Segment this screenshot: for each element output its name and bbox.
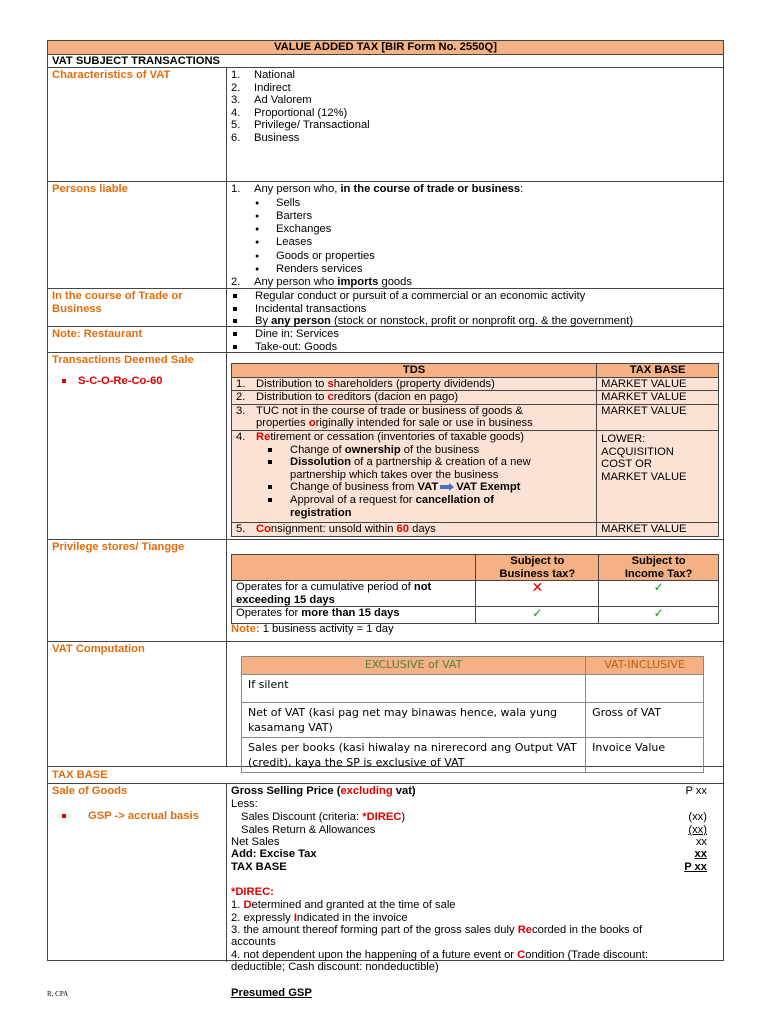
list-item: ● Barters <box>255 210 723 223</box>
privilege-label: Privilege stores/ Tiangge <box>52 541 185 553</box>
title-row <box>48 41 723 55</box>
list-item: Regular conduct or pursuit of a commercial or an economic activity <box>231 290 723 303</box>
vat-computation-label: VAT Computation <box>52 643 145 655</box>
list-item: ● Goods or properties <box>255 250 723 263</box>
list-item: Take-out: Goods <box>231 341 723 354</box>
tax-base-title: TAX BASE <box>52 769 108 781</box>
table-row: 4. Retirement or cessation (inventories of taxable goods) Change of ownership of the business Dissolution of a partnership & creation of a new partnership which takes over the business Change of business from VAT VAT Exempt Approval of a request for cancellation of registration LOWER: ACQUISITION COST OR MARKET VALUE <box>232 430 719 522</box>
list-item: Incidental transactions <box>231 303 723 316</box>
restaurant-list <box>231 328 723 353</box>
list-item: 2. Indirect <box>231 81 291 94</box>
deemed-sale-mnemonic: S-C-O-Re-Co-60 <box>78 374 163 387</box>
restaurant-row <box>48 327 723 353</box>
list-item: 4. Proportional (12%) <box>231 106 348 119</box>
persons-liable-row <box>48 182 723 289</box>
restaurant-label: Note: Restaurant <box>52 328 143 340</box>
characteristics-list <box>231 69 723 145</box>
persons-liable-list <box>231 183 723 289</box>
table-row: Operates for a cumulative period of not exceeding 15 days ✕ ✓ <box>232 581 719 607</box>
course-of-trade-row <box>48 289 723 327</box>
privilege-note: Note: 1 business activity = 1 day <box>231 623 394 635</box>
deemed-sale-label: Transactions Deemed Sale <box>52 354 194 366</box>
persons-liable-label: Persons liable <box>52 183 128 195</box>
sale-of-goods-row: Sale of Goods GSP -> accrual basis Gross Selling Price (excluding vat) P xx Less: Sales Discount (criteria: *DIREC) (xx) Sales Return & Allowances (xx) Net Sales xx Add: Excise Tax xx TAX BASE P xx *DIREC: 1. Determined and granted at the time of sale 2. expressly Indicated in the invoice 3. the amount thereof forming part of the gross sales duly Recorded in the books of accounts 4. not dependent upon the happening of a future event or Condition (Trade discount: deductible; Cash discount: nondeductible) Presumed GSP <box>48 784 723 962</box>
tax-base-section <box>48 767 723 784</box>
section-title: VAT SUBJECT TRANSACTIONS <box>52 55 221 67</box>
page-title: VALUE ADDED TAX [BIR Form No. 2550Q] <box>274 41 497 53</box>
arrow-right-icon <box>440 483 454 491</box>
list-item: Approval of a request for cancellation of registration <box>266 494 592 519</box>
table-row: Sales per books (kasi hiwalay na nirerecord ang Output VAT (credit), kaya the SP is exclusive of VAT Invoice Value <box>242 737 704 772</box>
list-item: 3. Ad Valorem <box>231 94 312 107</box>
course-of-trade-list <box>231 290 723 328</box>
list-item: 6. Business <box>231 131 300 144</box>
vat-computation-table: EXCLUSIVE of VAT VAT-INCLUSIVE If silent Net of VAT (kasi pag net may binawas hence, wala yung kasamang VAT) Gross of VAT Sales per books (kasi hiwalay na nirerecord ang Output VAT (credit), kaya the SP is exclusive of VAT Invoice Value <box>241 656 704 773</box>
list-item: ● Renders services <box>255 263 723 276</box>
table-row: Net of VAT (kasi pag net may binawas hence, wala yung kasamang VAT) Gross of VAT <box>242 702 704 737</box>
list-item: Change of business from VAT VAT Exempt <box>266 481 592 494</box>
sale-of-goods-label: Sale of Goods <box>52 785 128 797</box>
table-row: Operates for more than 15 days ✓ ✓ <box>232 607 719 624</box>
list-item: 1. National <box>231 69 296 81</box>
characteristics-row <box>48 68 723 182</box>
list-item: Change of ownership of the business <box>266 444 592 457</box>
list-item: ● Exchanges <box>255 223 723 236</box>
check-icon: ✓ <box>532 606 543 621</box>
list-item: ● Sells <box>255 197 723 210</box>
section-vat-subject <box>48 55 723 68</box>
x-mark-icon: ✕ <box>531 579 544 596</box>
table-row: 3. TUC not in the course of trade or business of goods & properties originally intended for sale or use in business MARKET VALUE <box>232 404 719 430</box>
vat-computation-row <box>48 642 723 767</box>
check-icon: ✓ <box>653 606 664 621</box>
footer-text: R, CPA <box>47 990 69 998</box>
table-row: 1. Distribution to shareholders (property dividends) MARKET VALUE <box>232 377 719 391</box>
privilege-row <box>48 540 723 642</box>
tds-table <box>231 363 719 537</box>
list-item: 1. Any person who, in the course of trade or business: ● Sells ● Barters ● Exchanges ● Leases ● Goods or properties ● Renders services <box>231 183 723 276</box>
list-item: Dissolution of a partnership & creation of a new partnership which takes over the business <box>266 456 592 481</box>
gsp-basis: GSP -> accrual basis <box>88 809 199 822</box>
table-row: If silent <box>242 674 704 702</box>
tax-base-header: TAX BASE <box>597 364 719 378</box>
privilege-table: Subject to Business tax? Subject to Income Tax? Operates for a cumulative period of not exceeding 15 days ✕ ✓ Operates for more than 15 days ✓ ✓ <box>231 554 719 624</box>
characteristics-label: Characteristics of VAT <box>52 69 171 81</box>
presumed-gsp: Presumed GSP <box>231 987 312 999</box>
list-item: 5. Privilege/ Transactional <box>231 119 370 132</box>
list-item: 2. Any person who imports goods <box>231 276 412 289</box>
list-item: By any person (stock or nonstock, profit or nonprofit org. & the government) <box>231 315 723 328</box>
deemed-sale-row <box>48 353 723 540</box>
course-of-trade-label: In the course of Trade or Business <box>52 290 183 315</box>
table-row: 5. Consignment: unsold within 60 days MARKET VALUE <box>232 522 719 536</box>
list-item: Dine in: Services <box>231 328 723 341</box>
check-icon: ✓ <box>653 580 664 595</box>
direc-heading: *DIREC: <box>231 886 274 898</box>
table-row: 2. Distribution to creditors (dacion en pago) MARKET VALUE <box>232 391 719 405</box>
list-item: ● Leases <box>255 236 723 249</box>
tds-header: TDS <box>232 364 597 378</box>
